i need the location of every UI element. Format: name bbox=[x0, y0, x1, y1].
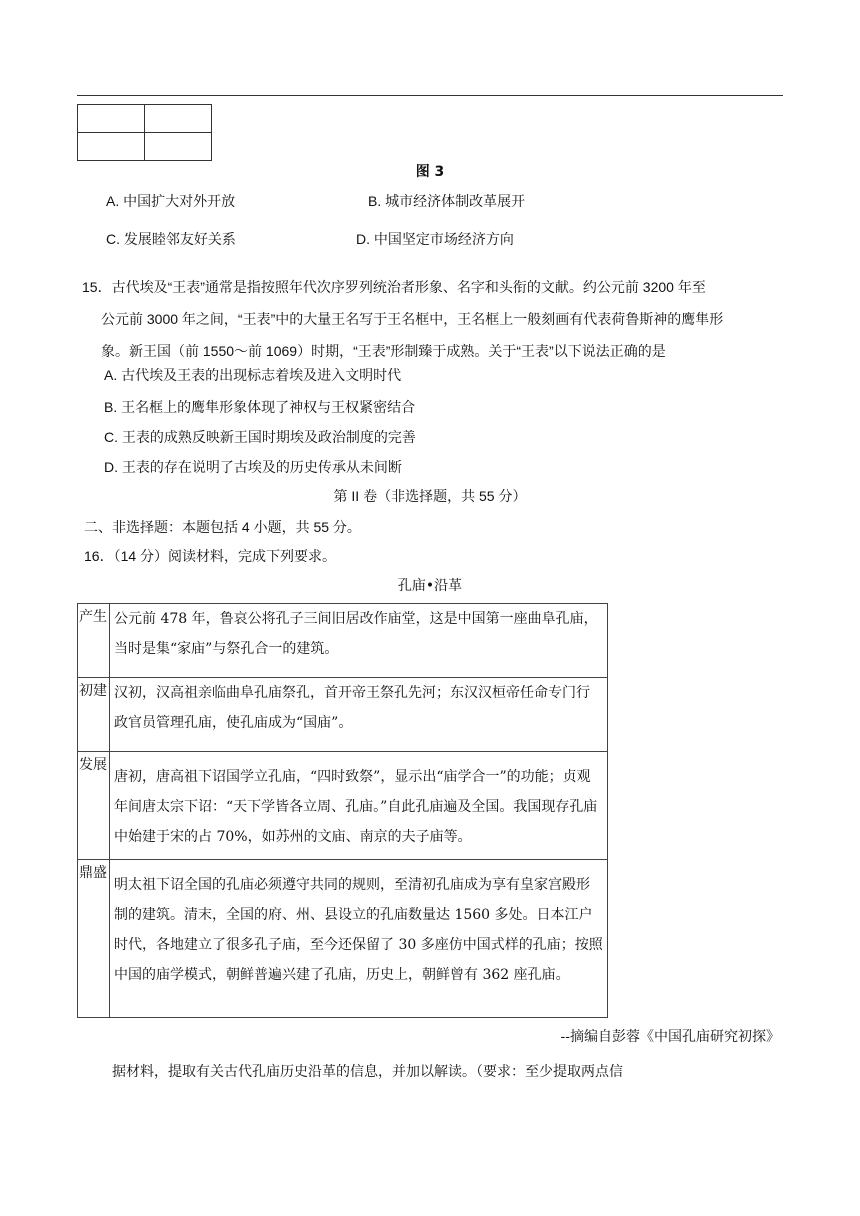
figure-cell bbox=[145, 105, 212, 133]
q14-option-d[interactable]: D. 中国坚定市场经济方向 bbox=[356, 231, 514, 247]
row-text: 公元前 478 年，鲁哀公将孔子三间旧居改作庙堂，这是中国第一座曲阜孔庙，当时是集“家庙”与祭孔合一的建筑。 bbox=[110, 604, 608, 678]
table-row bbox=[78, 678, 608, 752]
row-label: 发展 bbox=[78, 752, 110, 860]
q15-option-b[interactable]: B. 王名框上的鹰隼形象体现了神权与王权紧密结合 bbox=[104, 399, 416, 415]
row-label: 鼎盛 bbox=[78, 860, 110, 1018]
q15-option-c[interactable]: C. 王表的成熟反映新王国时期埃及政治制度的完善 bbox=[104, 429, 416, 445]
table-row bbox=[78, 604, 608, 678]
q15-option-a[interactable]: A. 古代埃及王表的出现标志着埃及进入文明时代 bbox=[104, 367, 402, 383]
part2-heading: 第 II 卷（非选择题，共 55 分） bbox=[333, 488, 527, 504]
q14-option-a[interactable]: A. 中国扩大对外开放 bbox=[106, 193, 236, 209]
figure-caption: 图 3 bbox=[415, 164, 445, 180]
figure-cell bbox=[78, 133, 145, 161]
figure-cell bbox=[145, 133, 212, 161]
row-text: 汉初，汉高祖亲临曲阜孔庙祭孔，首开帝王祭孔先河；东汉汉桓帝任命专门行政官员管理孔庙，使孔庙成为“国庙”。 bbox=[110, 678, 608, 752]
section-heading: 二、非选择题：本题包括 4 小题，共 55 分。 bbox=[84, 519, 361, 535]
table-row bbox=[78, 860, 608, 1018]
q14-option-b[interactable]: B. 城市经济体制改革展开 bbox=[368, 193, 526, 209]
q15-stem bbox=[82, 271, 787, 367]
history-table bbox=[77, 603, 608, 1018]
row-text: 唐初，唐高祖下诏国学立孔庙，“四时致祭”，显示出“庙学合一”的功能；贞观年间唐太宗下诏：“天下学皆各立周、孔庙。”自此孔庙遍及全国。我国现存孔庙中始建于宋的占 70%，如苏州的文庙、南京的夫子庙等。 bbox=[110, 752, 608, 860]
figure-cell bbox=[78, 105, 145, 133]
row-label: 产生 bbox=[78, 604, 110, 678]
q16-stem: 16．（14 分）阅读材料，完成下列要求。 bbox=[84, 548, 337, 564]
table-title: 孔庙•沿革 bbox=[397, 578, 463, 594]
table-row bbox=[78, 752, 608, 860]
q15-stem-line-1: 15．古代埃及“王表”通常是指按照年代次序罗列统治者形象、名字和头衔的文献。约公元前 3200 年至 bbox=[82, 279, 706, 295]
q16-instruction: 据材料，提取有关古代孔庙历史沿革的信息，并加以解读。（要求：至少提取两点信 bbox=[112, 1064, 623, 1080]
q15-stem-line-3: 象。新王国（前 1550～前 1069）时期，“王表”形制臻于成熟。关于“王表”以下说法正确的是 bbox=[101, 343, 666, 359]
row-text: 明太祖下诏全国的孔庙必须遵守共同的规则，至清初孔庙成为享有皇家宫殿形制的建筑。清末，全国的府、州、县设立的孔庙数量达 1560 多处。日本江户时代，各地建立了很多孔子庙，至今还保留了 30 多座仿中国式样的孔庙；按照中国的庙学模式，朝鲜普遍兴建了孔庙，历史上，朝鲜曾有 362 座孔庙。 bbox=[110, 860, 608, 1018]
q15-stem-line-2: 公元前 3000 年之间，“王表”中的大量王名写于王名框中，王名框上一般刻画有代表荷鲁斯神的鹰隼形 bbox=[101, 311, 724, 327]
q15-option-d[interactable]: D. 王表的存在说明了古埃及的历史传承从未间断 bbox=[104, 459, 402, 475]
top-rule bbox=[77, 95, 783, 96]
q14-option-c[interactable]: C. 发展睦邻友好关系 bbox=[106, 231, 236, 247]
figure-3-table bbox=[77, 104, 212, 161]
source-citation: --摘编自彭蓉《中国孔庙研究初探》 bbox=[560, 1029, 780, 1045]
row-label: 初建 bbox=[78, 678, 110, 752]
